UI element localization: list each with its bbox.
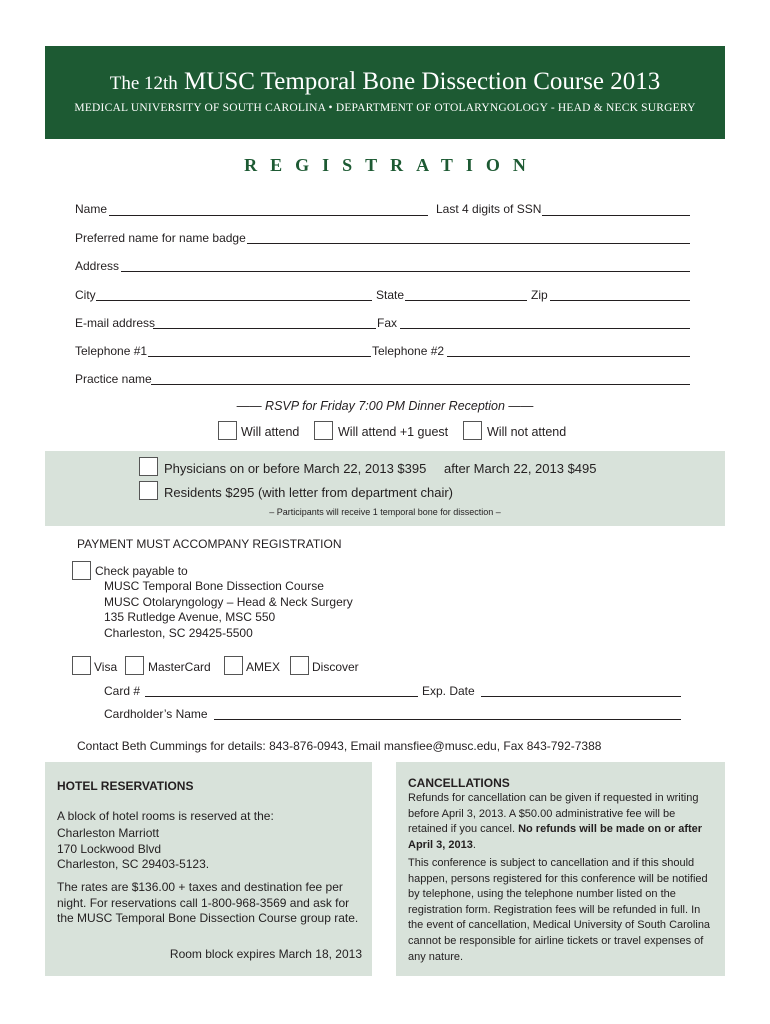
mastercard-label: MasterCard [148,660,211,674]
course-title [45,68,725,96]
will-attend-label: Will attend [241,425,300,439]
visa-label: Visa [94,660,118,674]
hotel-rates: The rates are $136.00 + taxes and destination fee per night. For reservations call 1-800-968-3569 and ask for the MUSC Temporal Bone Dissection Course group rate. [57,880,359,925]
telephone2-field[interactable] [447,356,690,357]
payee-line: Charleston, SC 29425-5500 [104,625,253,640]
will-not-attend-label: Will not attend [487,425,567,439]
payment-heading: PAYMENT MUST ACCOMPANY REGISTRATION [77,537,342,551]
discover-checkbox[interactable] [290,656,309,675]
practice-name-label: Practice name [75,372,152,386]
amex-checkbox[interactable] [224,656,243,675]
contact-line: Contact Beth Cummings for details: 843-876-0943, Email mansfiee@musc.edu, Fax 843-792-7388 [77,739,602,753]
check-checkbox[interactable] [72,561,91,580]
cancellations-para1-bold: No refunds will be made on or after April 3, 2013 [408,823,703,851]
email-label: E-mail address [75,316,156,330]
cancellations-para1-text: Refunds for cancellation can be given if requested in writing before April 3, 2013. A $50.00 administrative fee will be retained if you cancel. [408,792,699,836]
physicians-checkbox[interactable] [139,457,158,476]
fax-field[interactable] [400,328,690,329]
state-label: State [376,288,405,302]
city-label: City [75,288,96,302]
hotel-expiry: Room block expires March 18, 2013 [169,947,362,961]
will-attend-checkbox[interactable] [218,421,237,440]
address-label: Address [75,259,120,273]
hotel-address-line: 170 Lockwood Blvd [57,841,162,856]
ssn-field[interactable] [542,215,690,216]
title-main: MUSC Temporal Bone Dissection Course 2013 [184,68,661,95]
exp-date-label: Exp. Date [422,684,475,698]
cancellations-heading: CANCELLATIONS [408,776,510,790]
hotel-address [57,826,365,873]
hotel-heading: HOTEL RESERVATIONS [57,779,194,793]
hotel-address-line: Charleston Marriott [57,826,160,840]
cardholder-field[interactable] [214,719,681,720]
fax-label: Fax [377,316,398,330]
preferred-name-field[interactable] [247,243,690,244]
physicians-fee-after: after March 22, 2013 $495 [444,461,597,476]
payee-line: MUSC Temporal Bone Dissection Course [104,579,324,593]
preferred-name-label: Preferred name for name badge [75,231,246,245]
name-field[interactable] [109,215,428,216]
will-not-attend-checkbox[interactable] [463,421,482,440]
mastercard-checkbox[interactable] [125,656,144,675]
hotel-panel [45,762,372,976]
payee-address [104,579,353,641]
amex-label: AMEX [246,660,281,674]
title-prefix: The 12th [109,73,178,94]
residents-fee: Residents $295 (with letter from department chair) [164,485,454,500]
visa-checkbox[interactable] [72,656,91,675]
hotel-address-line: Charleston, SC 29403-5123. [57,857,210,871]
email-field[interactable] [153,328,376,329]
telephone1-label: Telephone #1 [75,344,148,358]
cancellations-para2: This conference is subject to cancellation and if this should happen, persons registered for this conference will be notified by telephone, using the telephone number listed on the registration form. Registration fees will be refunded in full. In the event of cancellation, Medical University of South Carolina cannot be responsible for airline tickets or travel expenses of any nature. [408,857,711,963]
registration-heading: REGISTRATION [244,155,539,175]
zip-label: Zip [531,288,548,302]
residents-checkbox[interactable] [139,481,158,500]
address-field[interactable] [121,271,690,272]
rsvp-heading: —— RSVP for Friday 7:00 PM Dinner Reception —— [236,399,534,413]
zip-field[interactable] [550,300,690,301]
practice-name-field[interactable] [151,384,690,385]
card-number-field[interactable] [145,696,418,697]
header-banner [45,46,725,139]
card-number-label: Card # [104,684,141,698]
city-field[interactable] [96,300,372,301]
will-attend-guest-label: Will attend +1 guest [338,425,449,439]
cardholder-label: Cardholder’s Name [104,707,208,721]
exp-date-field[interactable] [481,696,681,697]
telephone1-field[interactable] [148,356,371,357]
cancellations-para1-end: . [472,838,476,851]
payee-line: MUSC Otolaryngology – Head & Neck Surgery [104,594,353,609]
name-label: Name [75,202,108,216]
physicians-fee: Physicians on or before March 22, 2013 $395 [164,461,427,476]
payee-line: 135 Rutledge Avenue, MSC 550 [104,610,276,624]
check-label: Check payable to [95,564,188,578]
state-field[interactable] [405,300,527,301]
participants-note: – Participants will receive 1 temporal bone for dissection – [269,507,501,517]
discover-label: Discover [312,660,359,674]
hotel-intro: A block of hotel rooms is reserved at the: [57,809,274,823]
telephone2-label: Telephone #2 [372,344,445,358]
cancellations-para1 [408,791,718,853]
course-subtitle: MEDICAL UNIVERSITY OF SOUTH CAROLINA • DEPARTMENT OF OTOLARYNGOLOGY - HEAD & NECK SURGERY [74,102,696,114]
will-attend-guest-checkbox[interactable] [314,421,333,440]
cancellations-panel [396,762,725,976]
ssn-label: Last 4 digits of SSN [436,202,542,216]
